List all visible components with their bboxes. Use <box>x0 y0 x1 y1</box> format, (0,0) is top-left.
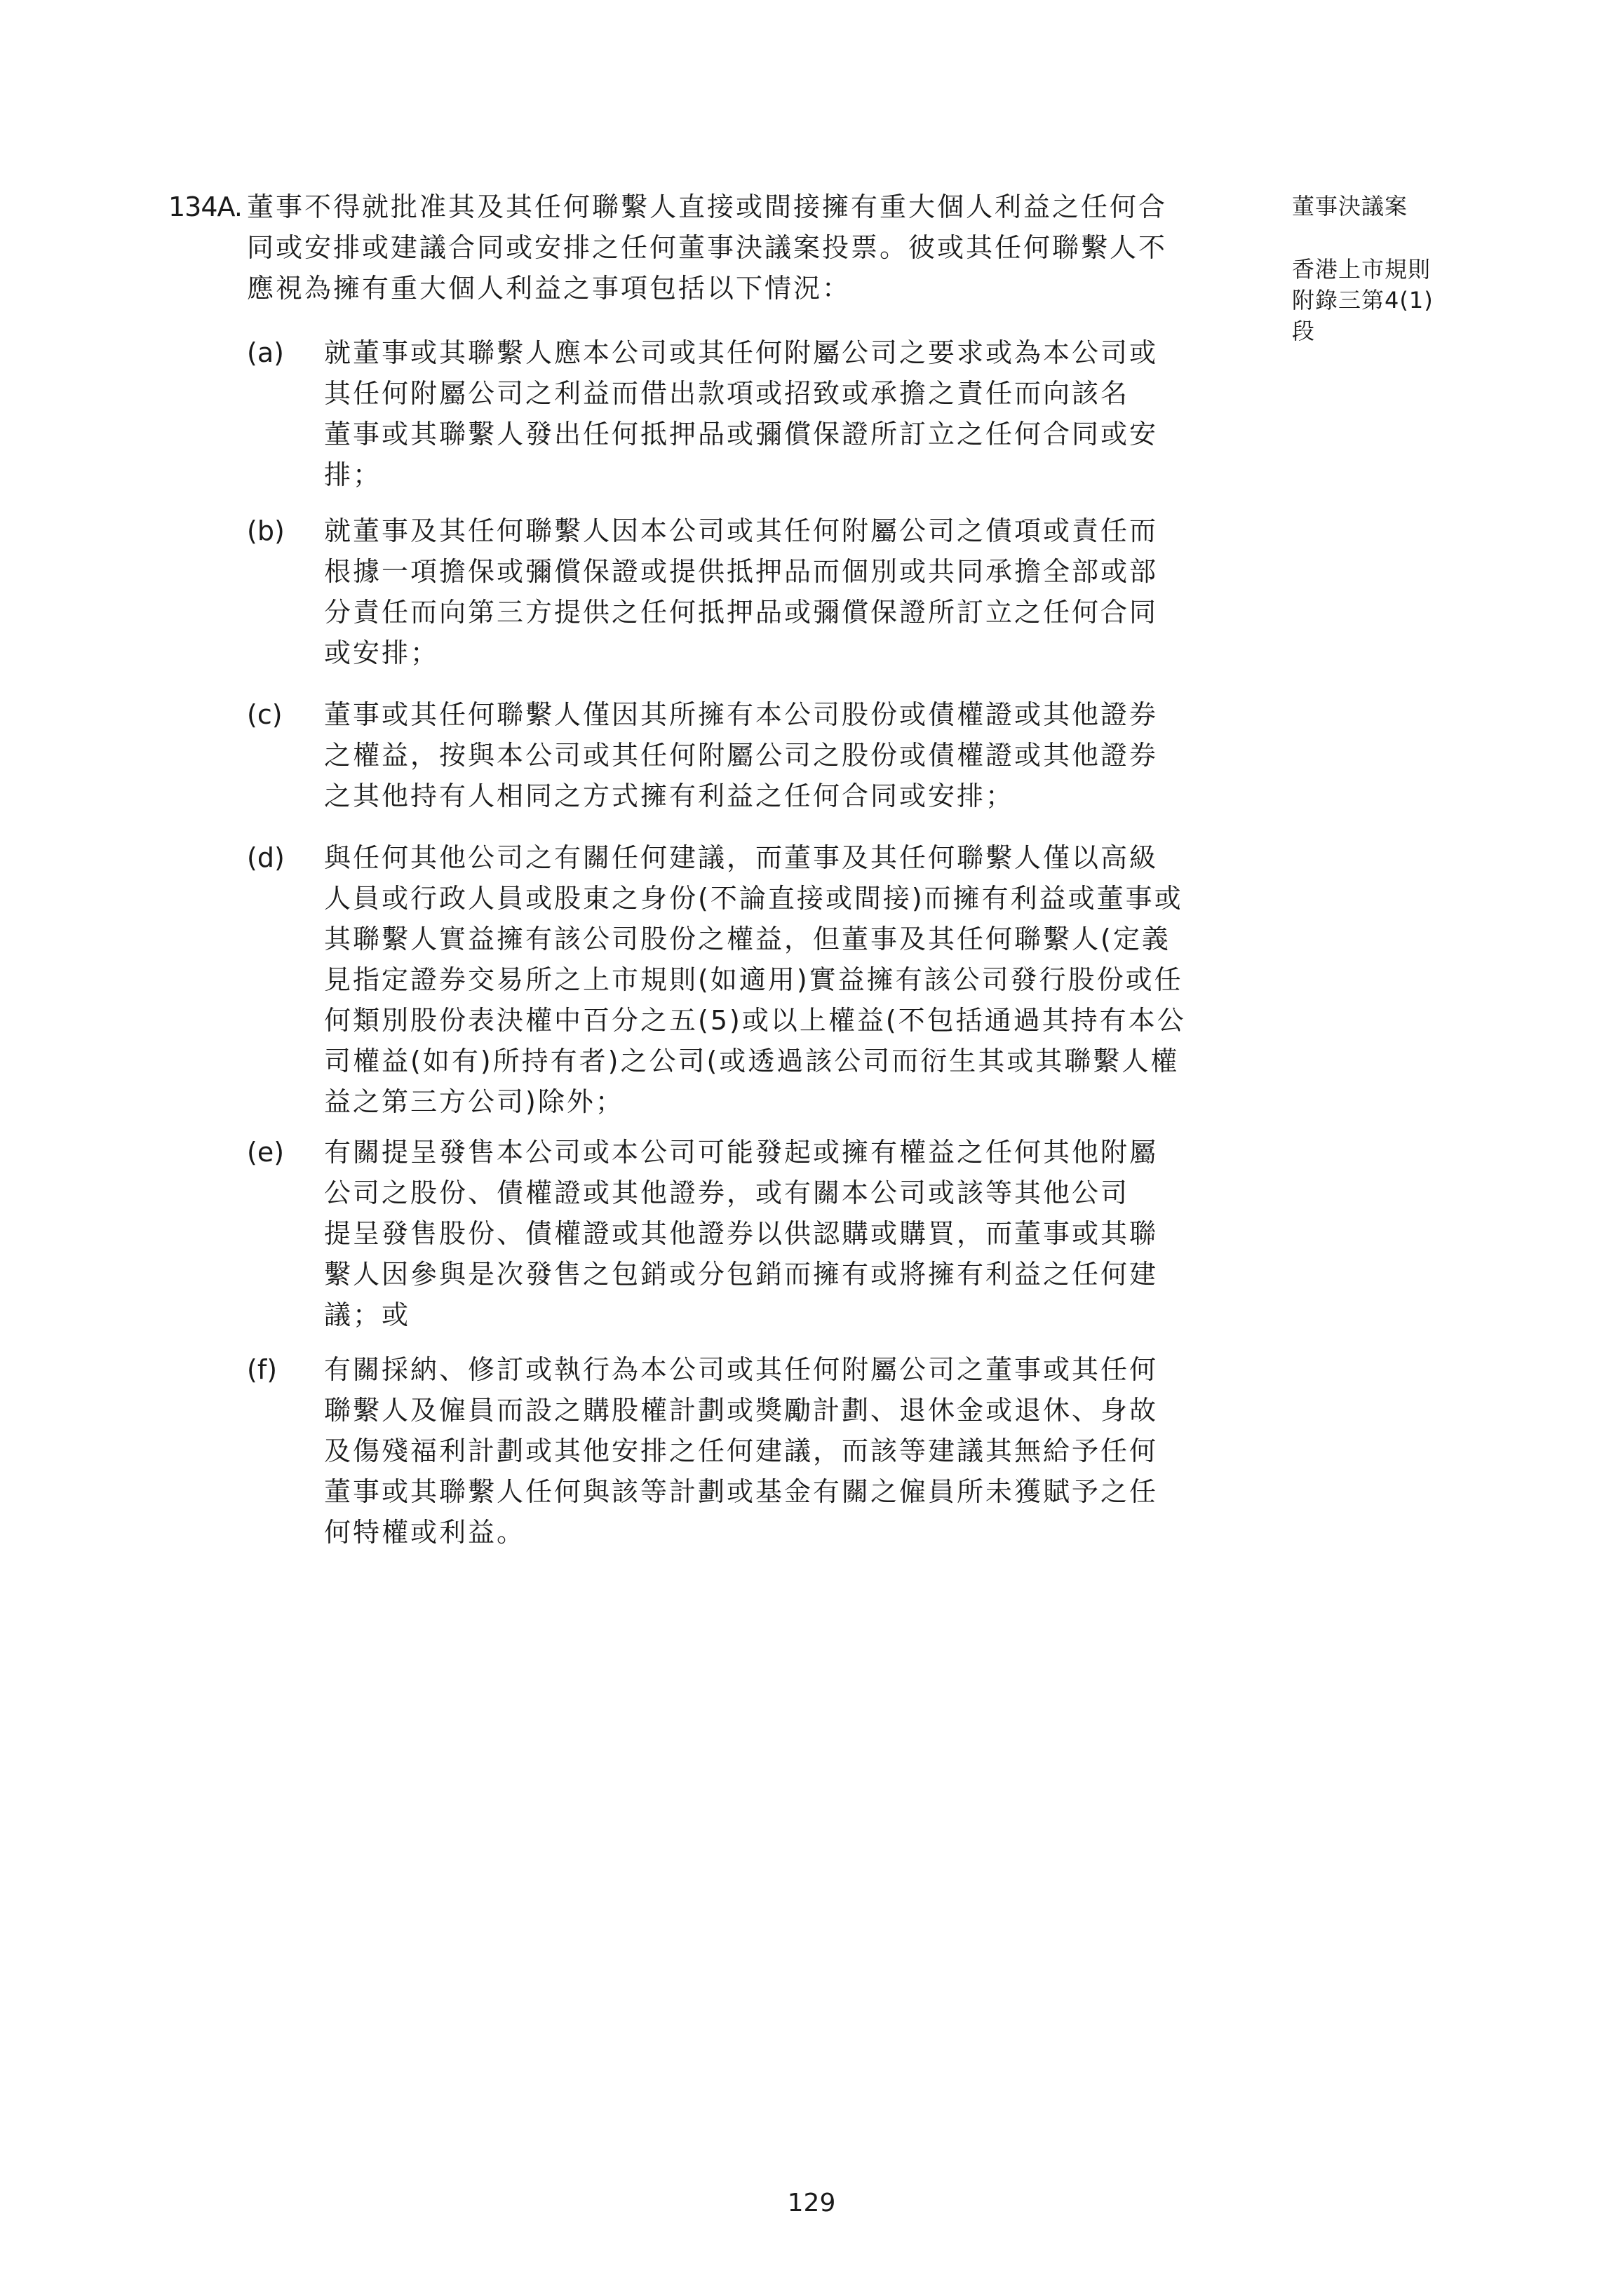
article-number: 134A. <box>168 191 242 222</box>
clause-line: 司權益(如有)所持有者)之公司(或透過該公司而衍生其或其聯繫人權 <box>324 1046 1180 1076</box>
clause-line: 公司之股份、債權證或其他證券，或有關本公司或該等其他公司 <box>324 1177 1130 1208</box>
clause-line: 有關採納、修訂或執行為本公司或其任何附屬公司之董事或其任何 <box>324 1354 1159 1385</box>
clause-line: 根據一項擔保或彌償保證或提供抵押品而個別或共同承擔全部或部 <box>324 556 1159 587</box>
clause-label: (f) <box>247 1354 278 1385</box>
clause-line: 董事或其任何聯繫人僅因其所擁有本公司股份或債權證或其他證券 <box>324 699 1159 730</box>
clause-label: (b) <box>247 515 285 546</box>
clause-label: (d) <box>247 842 285 873</box>
clause-line: 益之第三方公司)除外； <box>324 1086 624 1117</box>
clause-line: 排； <box>324 459 382 490</box>
clause-line: 之權益，按與本公司或其任何附屬公司之股份或債權證或其他證券 <box>324 740 1159 771</box>
clause-text <box>324 1132 1229 1335</box>
clause-line: 何特權或利益。 <box>324 1517 526 1548</box>
clause-line: 董事或其聯繫人發出任何抵押品或彌償保證所訂立之任何合同或安 <box>324 419 1159 450</box>
margin-reference-line: 附錄三第4(1) <box>1292 287 1434 313</box>
clause-line: 或安排； <box>324 637 440 668</box>
clause-line: 議；或 <box>324 1299 411 1330</box>
clause-line: 見指定證券交易所之上市規則(如適用)實益擁有該公司發行股份或任 <box>324 964 1183 995</box>
intro-line: 應視為擁有重大個人利益之事項包括以下情況： <box>247 273 851 304</box>
clause-line: 其任何附屬公司之利益而借出款項或招致或承擔之責任而向該名 <box>324 378 1130 409</box>
clause-text <box>324 837 1229 1122</box>
clause-line: 就董事或其聯繫人應本公司或其任何附屬公司之要求或為本公司或 <box>324 337 1159 368</box>
clause-line: 人員或行政人員或股東之身份(不論直接或間接)而擁有利益或董事或 <box>324 883 1183 914</box>
margin-reference-line: 段 <box>1292 318 1316 344</box>
clause-text <box>324 1349 1229 1553</box>
clause-line: 提呈發售股份、債權證或其他證券以供認購或購買，而董事或其聯 <box>324 1218 1159 1249</box>
clause-line: 其聯繫人實益擁有該公司股份之權益，但董事及其任何聯繫人(定義 <box>324 924 1171 954</box>
clause-line: 聯繫人及僱員而設之購股權計劃或獎勵計劃、退休金或退休、身故 <box>324 1395 1159 1426</box>
clause-line: 何類別股份表決權中百分之五(5)或以上權益(不包括通過其持有本公 <box>324 1005 1186 1036</box>
margin-note-reference <box>1292 254 1460 346</box>
clause-line: 分責任而向第三方提供之任何抵押品或彌償保證所訂立之任何合同 <box>324 597 1159 628</box>
intro-line: 同或安排或建議合同或安排之任何董事決議案投票。彼或其任何聯繫人不 <box>247 232 1168 263</box>
clause-line: 與任何其他公司之有關任何建議，而董事及其任何聯繫人僅以高級 <box>324 842 1159 873</box>
clause-line: 之其他持有人相同之方式擁有利益之任何合同或安排； <box>324 781 1015 811</box>
margin-heading: 董事決議案 <box>1292 193 1408 220</box>
clause-line: 繫人因參與是次發售之包銷或分包銷而擁有或將擁有利益之任何建 <box>324 1259 1159 1290</box>
article-intro <box>247 187 1229 309</box>
clause-text <box>324 694 1229 816</box>
clause-text <box>324 511 1229 673</box>
margin-note-heading <box>1292 191 1460 222</box>
clause-label: (c) <box>247 699 283 730</box>
clause-line: 董事或其聯繫人任何與該等計劃或基金有關之僱員所未獲賦予之任 <box>324 1476 1159 1507</box>
clause-line: 就董事及其任何聯繫人因本公司或其任何附屬公司之債項或責任而 <box>324 515 1159 546</box>
intro-line: 董事不得就批准其及其任何聯繫人直接或間接擁有重大個人利益之任何合 <box>247 191 1168 222</box>
margin-reference-line: 香港上市規則 <box>1292 256 1432 283</box>
clause-line: 有關提呈發售本公司或本公司可能發起或擁有權益之任何其他附屬 <box>324 1137 1159 1168</box>
clause-label: (a) <box>247 337 284 368</box>
clause-text <box>324 332 1229 495</box>
clause-line: 及傷殘福利計劃或其他安排之任何建議，而該等建議其無給予任何 <box>324 1436 1159 1466</box>
clause-label: (e) <box>247 1137 285 1168</box>
page-number: 129 <box>787 2189 836 2217</box>
